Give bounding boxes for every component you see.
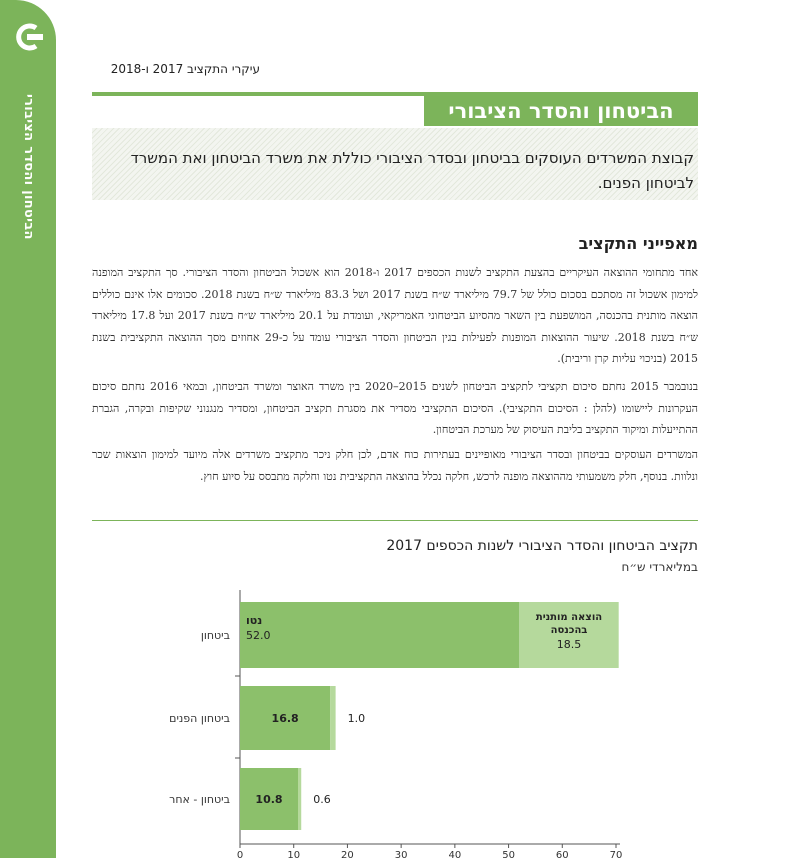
series-label-conditional-line1: הוצאה מותנית xyxy=(535,612,603,623)
data-label-conditional: 18.5 xyxy=(556,638,582,651)
running-head: עיקרי התקציב 2017 ו-2018 xyxy=(110,62,260,76)
x-tick-label: 70 xyxy=(609,850,623,858)
section-heading: מאפייני התקציב xyxy=(578,234,698,253)
body-paragraph-3: המשרדים העוסקים בביטחון ובסדר הציבורי מאופיינים בעתירות כוח אדם, לכן חלק ניכר מתקציב משרדים אלה מיועד למימון הוצאות שכר ונלוות. בנוסף, חלק משמעותי מההוצאה מופנה לרכש, חלקה נכלל בהוצאה התקציבית נטו וחלקה מתבסס על סיוע חוץ. xyxy=(92,448,698,483)
category-label: ביטחון - אחר xyxy=(169,793,230,806)
series-label-net: נטו xyxy=(246,614,263,627)
series-label-conditional-line2: בהכנסה xyxy=(550,625,588,636)
x-tick-label: 30 xyxy=(394,850,408,858)
x-tick-label: 40 xyxy=(448,850,462,858)
x-tick-label: 10 xyxy=(287,850,301,858)
bar-segment xyxy=(330,686,335,750)
data-label-net: 10.8 xyxy=(255,793,283,806)
category-label: ביטחון הפנים xyxy=(169,712,230,725)
budget-bar-chart xyxy=(0,580,785,858)
ministry-logo-icon xyxy=(14,22,44,52)
chart-unit-label: במליארדי ש״ח xyxy=(621,560,698,574)
side-tab-title: הביטחון והסדר הציבורי xyxy=(21,94,36,240)
intro-text: קבוצת המשרדים העוסקים בביטחון ובסדר הציבורי כוללת את משרד הביטחון ואת המשרד לביטחון הפנים. xyxy=(130,149,694,192)
x-tick-label: 20 xyxy=(341,850,354,858)
data-label-net: 16.8 xyxy=(271,712,299,725)
x-tick-label: 50 xyxy=(502,850,515,858)
data-label-conditional: 1.0 xyxy=(347,712,366,725)
section-divider xyxy=(92,520,698,521)
data-label-net: 52.0 xyxy=(246,629,271,642)
x-tick-label: 60 xyxy=(555,850,569,858)
body-paragraph-2: בנובמבר 2015 נחתם סיכום תקציבי לתקציב הביטחון לשנים 2015–2020 בין משרד האוצר ומשרד הביטחון, ובמאי 2016 נחתם סיכום העקרונות ליישומו (להלן : הסיכום התקציבי). הסיכום התקציבי מסדיר את מסגרת תקציב הביטחון, ומסדיר מנגנוני שקיפות ובקרה, הגברת ההתייעלות ומיקוד התקציב בליבת העיסוק של מערכת הביטחון. xyxy=(92,380,698,436)
category-label: ביטחון xyxy=(200,629,230,642)
bar-segment xyxy=(240,602,519,668)
data-label-conditional: 0.6 xyxy=(313,793,331,806)
bar-segment xyxy=(298,768,301,830)
page-title: הביטחון והסדר הציבורי xyxy=(424,96,698,126)
x-tick-label: 0 xyxy=(236,850,244,858)
chart-title: תקציב הביטחון והסדר הציבורי לשנות הכספים 2017 xyxy=(386,538,698,554)
body-paragraph-1: אחד מתחומי ההוצאה העיקריים בהצעת התקציב לשנות הכספים 2017 ו-2018 הוא אשכול הביטחון והסדר הציבורי. סך התקציב המופנה למימון אשכול זה מסתכם בסכום כולל של 79.7 מיליארד ש״ח בשנת 2017 ושל 83.3 מיליארד ש״ח בשנת 2018. סכומים אלו אינם כוללים הוצאה מותנית בהכנסה, המושפעת בין השאר מהסיוע הביטחוני האמריקאי, ועומדת על 20.1 מיליארד ש״ח בשנת 2017 ועל 17.8 מיליארד ש״ח בשנת 2018. שיעור ההוצאות המופנות לפעילות בגין הביטחון והסדר הציבורי עומד על כ-29 אחוזים מסך ההוצאה התקציבית בשנת 2015 (בניכוי עליות קרן וריבית). xyxy=(92,266,698,365)
